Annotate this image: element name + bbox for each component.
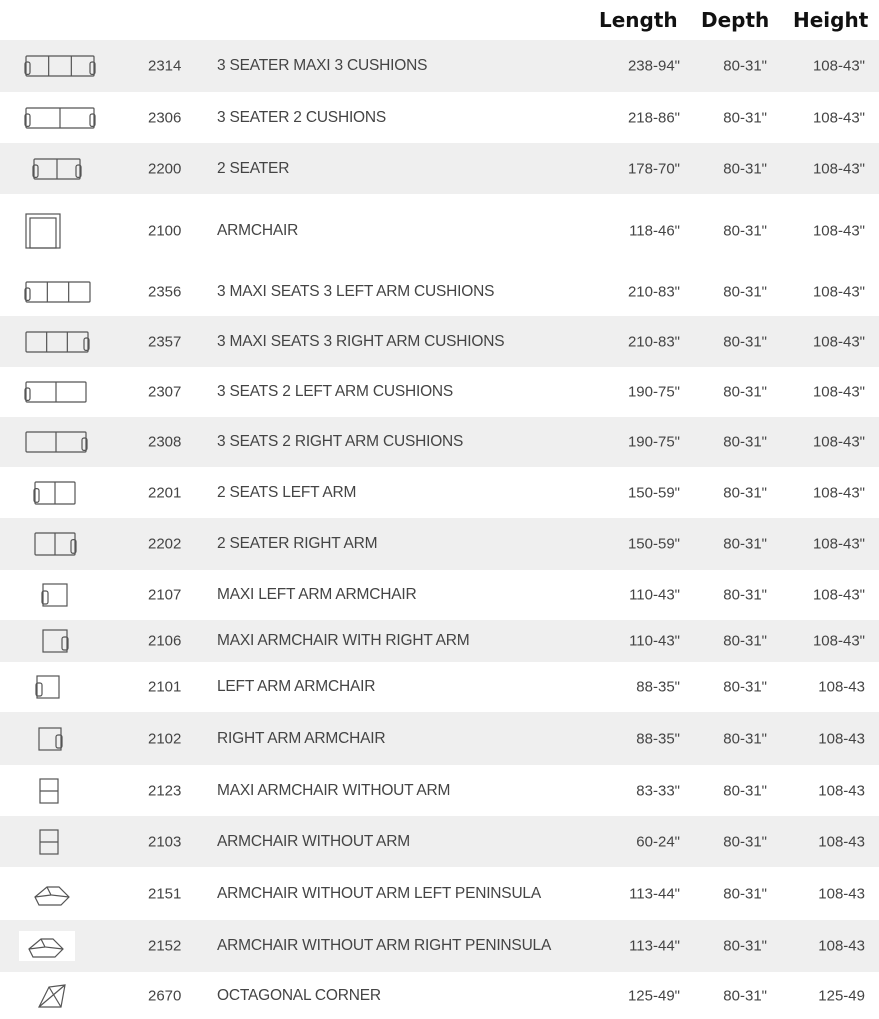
height-value: 108-43": [812, 535, 865, 553]
height-value: 108-43": [812, 160, 865, 177]
octagonal-corner-icon: [33, 972, 95, 1019]
table-row: [0, 662, 879, 712]
product-description: RIGHT ARM ARMCHAIR: [217, 729, 386, 747]
height-value: 108-43": [812, 632, 865, 650]
maxi-right-arm-armchair-icon: [41, 620, 103, 662]
product-description: 2 SEATER RIGHT ARM: [217, 535, 378, 552]
product-code: 2101: [148, 678, 182, 696]
product-description: 2 SEATS LEFT ARM: [217, 483, 357, 501]
length-value: 190-75": [627, 383, 680, 401]
length-value: 178-70": [627, 160, 680, 177]
product-code: 2151: [148, 885, 182, 902]
length-value: 218-86": [627, 109, 680, 126]
depth-value: 80-31": [723, 57, 767, 75]
product-description: MAXI LEFT ARM ARMCHAIR: [217, 586, 417, 603]
product-code: 2202: [148, 535, 182, 553]
three-seater-two-cushion-sofa-icon: [24, 92, 86, 143]
length-value: 238-94": [627, 57, 680, 75]
product-code: 2152: [148, 937, 182, 955]
height-value: 125-49: [818, 987, 865, 1004]
length-value: 190-75": [627, 433, 680, 451]
length-value: 210-83": [627, 333, 680, 350]
height-value: 108-43": [812, 586, 865, 604]
table-row: [0, 367, 879, 417]
length-value: 150-59": [627, 535, 680, 553]
right-arm-armchair-icon: [37, 712, 99, 765]
height-value: 108-43: [818, 833, 865, 850]
depth-value: 80-31": [723, 730, 767, 747]
height-value: 108-43: [818, 937, 865, 955]
product-code: 2200: [148, 160, 182, 177]
table-row: [0, 467, 879, 518]
depth-value: 80-31": [723, 222, 767, 239]
product-code: 2357: [148, 333, 182, 350]
length-value: 125-49": [627, 987, 680, 1004]
depth-value: 80-31": [723, 586, 767, 604]
depth-value: 80-31": [723, 937, 767, 955]
depth-value: 80-31": [723, 535, 767, 553]
left-peninsula-icon: [31, 867, 93, 920]
height-value: 108-43": [812, 283, 865, 300]
length-value: 60-24": [636, 833, 680, 850]
two-seat-left-arm-icon: [33, 467, 95, 518]
table-row: [0, 143, 879, 194]
table-row: [0, 92, 879, 143]
product-description: 3 MAXI SEATS 3 RIGHT ARM CUSHIONS: [217, 332, 505, 350]
product-code: 2670: [148, 987, 182, 1004]
length-value: 88-35": [636, 730, 680, 747]
product-code: 2306: [148, 109, 182, 126]
product-description: ARMCHAIR WITHOUT ARM RIGHT PENINSULA: [217, 937, 552, 954]
table-row: [0, 417, 879, 467]
product-description: LEFT ARM ARMCHAIR: [217, 678, 376, 695]
three-seat-right-arm-icon: [24, 316, 86, 367]
table-header: [0, 0, 879, 40]
depth-value: 80-31": [723, 433, 767, 451]
depth-value: 80-31": [723, 987, 767, 1004]
height-value: 108-43": [812, 333, 865, 350]
table-row: [0, 518, 879, 570]
maxi-left-arm-armchair-icon: [41, 570, 103, 620]
height-value: 108-43: [818, 678, 865, 696]
product-description: 3 SEATER 2 CUSHIONS: [217, 108, 387, 126]
two-seater-sofa-icon: [32, 143, 94, 194]
product-code: 2106: [148, 632, 182, 650]
height-value: 108-43: [818, 782, 865, 799]
length-value: 113-44": [629, 937, 680, 955]
product-description: ARMCHAIR WITHOUT ARM: [217, 832, 410, 850]
length-value: 83-33": [636, 782, 680, 799]
three-seat-two-cushion-left-arm-icon: [24, 367, 86, 417]
depth-value: 80-31": [723, 383, 767, 401]
product-code: 2107: [148, 586, 182, 604]
product-code: 2123: [148, 782, 182, 799]
product-description: 3 SEATS 2 RIGHT ARM CUSHIONS: [217, 433, 464, 450]
product-code: 2103: [148, 833, 182, 850]
table-row: [0, 316, 879, 367]
height-header: Height: [793, 8, 869, 32]
three-seat-left-arm-icon: [24, 267, 86, 316]
height-value: 108-43": [812, 57, 865, 75]
product-code: 2201: [148, 484, 182, 501]
depth-value: 80-31": [723, 160, 767, 177]
height-value: 108-43: [818, 730, 865, 747]
product-code: 2100: [148, 222, 182, 239]
depth-header: Depth: [701, 8, 770, 32]
height-value: 108-43": [812, 222, 865, 239]
depth-value: 80-31": [723, 283, 767, 300]
product-code: 2307: [148, 383, 182, 401]
left-arm-armchair-icon: [35, 662, 97, 712]
table-row: [0, 765, 879, 816]
maxi-armchair-without-arm-icon: [38, 765, 100, 816]
table-row: [0, 816, 879, 867]
depth-value: 80-31": [723, 833, 767, 850]
table-row: [0, 570, 879, 620]
product-description: 3 SEATS 2 LEFT ARM CUSHIONS: [217, 383, 454, 400]
depth-value: 80-31": [723, 632, 767, 650]
product-code: 2314: [148, 57, 182, 75]
product-code: 2356: [148, 283, 182, 300]
height-value: 108-43": [812, 383, 865, 401]
product-description: OCTAGONAL CORNER: [217, 986, 381, 1004]
depth-value: 80-31": [723, 782, 767, 799]
depth-value: 80-31": [723, 484, 767, 501]
armchair-without-arm-icon: [38, 816, 100, 867]
product-description: 3 MAXI SEATS 3 LEFT ARM CUSHIONS: [217, 282, 495, 300]
depth-value: 80-31": [723, 885, 767, 902]
product-description: 3 SEATER MAXI 3 CUSHIONS: [217, 57, 428, 74]
table-row: [0, 867, 879, 920]
table-row: [0, 712, 879, 765]
product-description: MAXI ARMCHAIR WITH RIGHT ARM: [217, 632, 470, 649]
armchair-icon: [24, 194, 86, 267]
three-seat-two-cushion-right-arm-icon: [24, 417, 86, 467]
table-row: [0, 620, 879, 662]
product-description: MAXI ARMCHAIR WITHOUT ARM: [217, 781, 451, 799]
length-value: 110-43": [629, 586, 680, 604]
height-value: 108-43": [812, 433, 865, 451]
table-row: [0, 920, 879, 972]
product-description: ARMCHAIR: [217, 221, 299, 239]
length-value: 118-46": [629, 222, 680, 239]
table-row: [0, 267, 879, 316]
right-peninsula-icon: [19, 920, 81, 972]
height-value: 108-43": [812, 484, 865, 501]
length-value: 88-35": [636, 678, 680, 696]
table-row: [0, 972, 879, 1019]
depth-value: 80-31": [723, 678, 767, 696]
length-value: 110-43": [629, 632, 680, 650]
length-header: Length: [599, 8, 678, 32]
product-description: ARMCHAIR WITHOUT ARM LEFT PENINSULA: [217, 884, 541, 902]
table-row: [0, 194, 879, 267]
two-seat-right-arm-icon: [33, 518, 95, 570]
product-code: 2102: [148, 730, 182, 747]
height-value: 108-43": [812, 109, 865, 126]
length-value: 150-59": [627, 484, 680, 501]
length-value: 210-83": [627, 283, 680, 300]
length-value: 113-44": [629, 885, 680, 902]
product-code: 2308: [148, 433, 182, 451]
three-seater-sofa-icon: [24, 40, 86, 92]
product-description: 2 SEATER: [217, 159, 290, 177]
table-row: [0, 40, 879, 92]
depth-value: 80-31": [723, 333, 767, 350]
depth-value: 80-31": [723, 109, 767, 126]
height-value: 108-43: [818, 885, 865, 902]
